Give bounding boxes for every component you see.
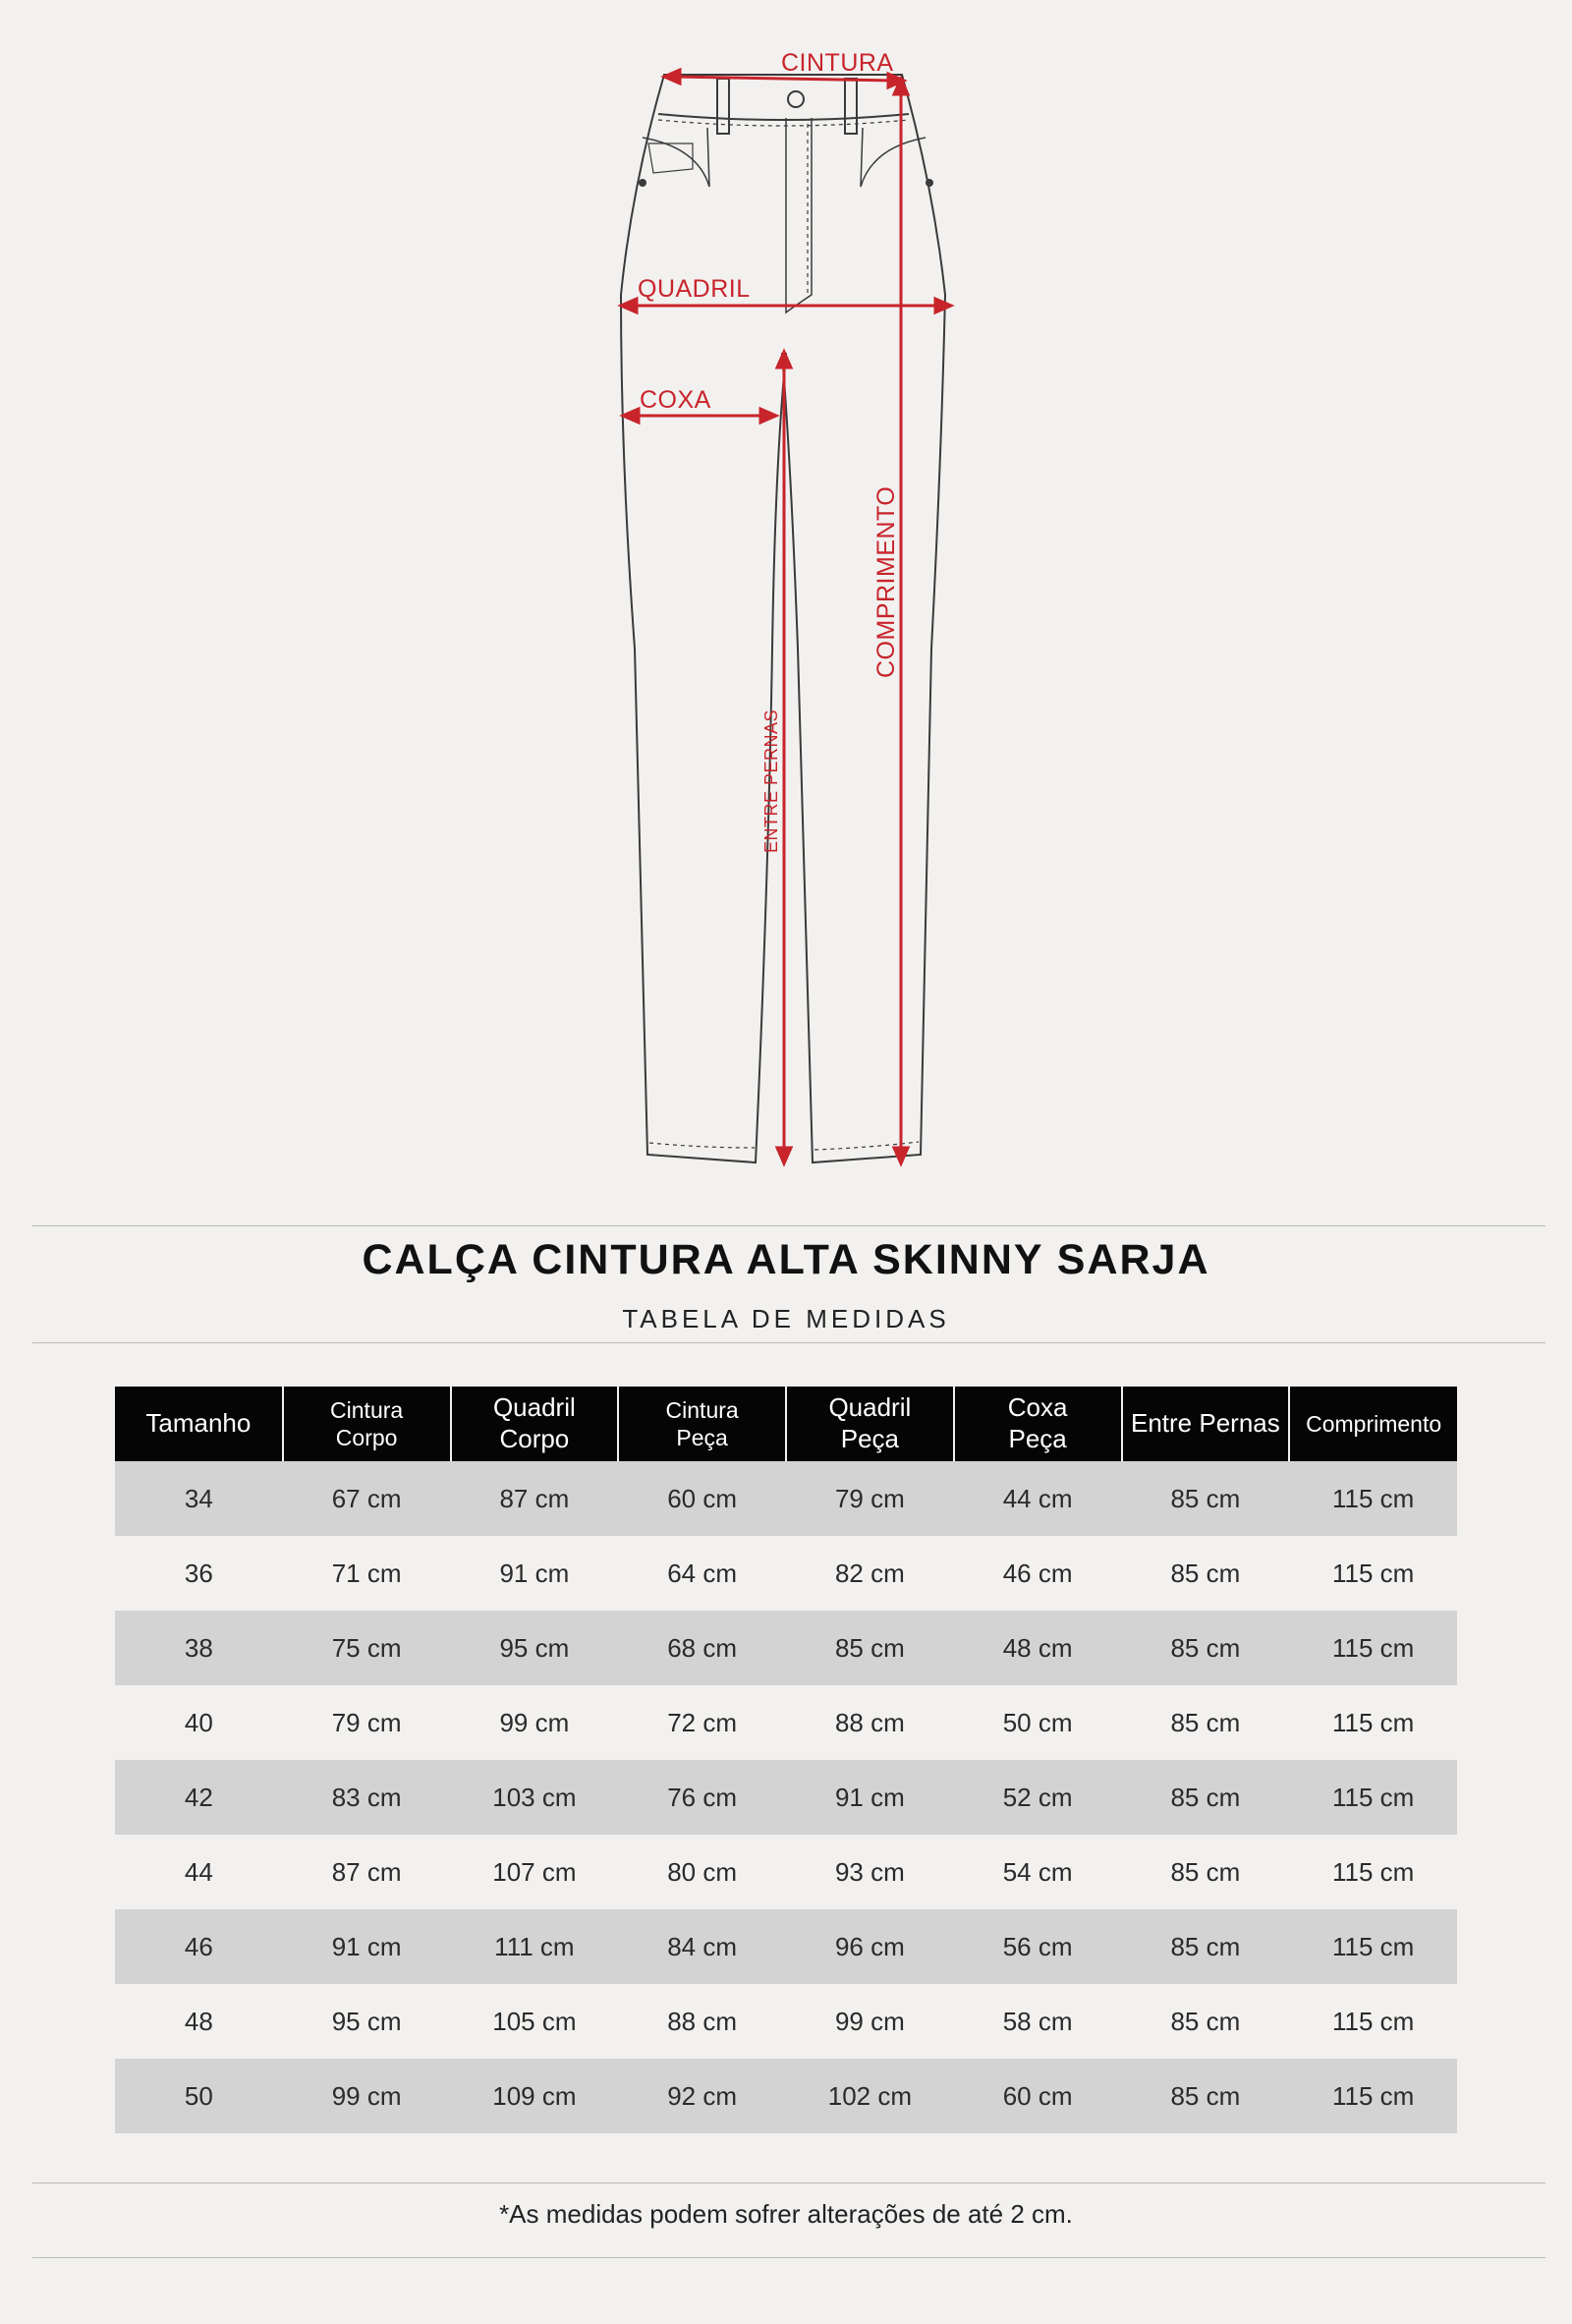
table-cell: 96 cm [786, 1909, 954, 1984]
table-cell: 80 cm [667, 1856, 738, 1887]
table-cell: 79 cm [331, 1707, 402, 1737]
table-cell: 85 cm [1122, 2059, 1290, 2133]
table-cell: 75 cm [283, 1611, 451, 1685]
table-cell: 99 cm [283, 2059, 451, 2133]
table-cell: 52 cm [954, 1760, 1122, 1835]
table-cell: 95 cm [331, 2006, 402, 2036]
table-row [115, 1536, 1457, 1611]
belt-loop-right [845, 79, 857, 134]
table-cell: 40 [184, 1707, 213, 1737]
page-title: CALÇA CINTURA ALTA SKINNY SARJA [362, 1236, 1210, 1283]
table-cell: 71 cm [331, 1558, 402, 1588]
table-cell: 103 cm [451, 1760, 619, 1835]
label-coxa: COXA [640, 386, 711, 414]
table-cell: 44 cm [954, 1461, 1122, 1536]
table-cell: 88 cm [834, 1707, 905, 1737]
table-cell: 115 cm [1331, 2006, 1415, 2036]
label-quadril: QUADRIL [638, 275, 751, 303]
table-cell: 88 cm [667, 2006, 738, 2036]
label-entre-pernas: ENTRE PERNAS [761, 709, 781, 853]
divider-note-bottom [32, 2257, 1545, 2258]
table-row [115, 1909, 1457, 1984]
table-cell: 67 cm [283, 1461, 451, 1536]
col-header-cintura-peca: Cintura Peça [618, 1387, 786, 1461]
divider-top [32, 1225, 1545, 1226]
table-cell: 36 [184, 1558, 213, 1588]
table-cell: 99 cm [499, 1707, 570, 1737]
table-body [115, 1461, 1457, 2133]
disclaimer-note: *As medidas podem sofrer alterações de até 2 cm. [499, 2199, 1073, 2229]
col-header-cintura-corpo: Cintura Corpo [283, 1387, 451, 1461]
pocket-left [643, 128, 709, 187]
table-cell: 64 cm [667, 1558, 738, 1588]
table-cell: 85 cm [1122, 1760, 1290, 1835]
table-cell: 115 cm [1331, 1856, 1415, 1887]
col-header-quadril-peca: Quadril Peça [786, 1387, 954, 1461]
divider-note-top [32, 2182, 1545, 2183]
label-cintura: CINTURA [781, 49, 894, 77]
table-cell: 79 cm [786, 1461, 954, 1536]
table-cell: 85 cm [1170, 2006, 1241, 2036]
table-cell: 44 [184, 1856, 213, 1887]
table-cell: 82 cm [834, 1558, 905, 1588]
table-cell: 91 cm [283, 1909, 451, 1984]
waistband-line [658, 114, 909, 120]
table-row [115, 1611, 1457, 1685]
size-table [115, 1387, 1457, 2133]
table-header-row [115, 1387, 1457, 1461]
label-comprimento: COMPRIMENTO [872, 485, 900, 678]
table-cell: 50 [115, 2059, 283, 2133]
belt-loop-left [717, 79, 729, 134]
table-row [115, 1685, 1457, 1760]
table-cell: 85 cm [1170, 1856, 1241, 1887]
table-cell: 72 cm [667, 1707, 738, 1737]
table-row [115, 1760, 1457, 1835]
table-cell: 91 cm [786, 1760, 954, 1835]
divider-subtitle [32, 1342, 1545, 1343]
page-subtitle: TABELA DE MEDIDAS [622, 1304, 950, 1333]
table-cell: 60 cm [618, 1461, 786, 1536]
table-cell: 46 [115, 1909, 283, 1984]
table-cell: 42 [115, 1760, 283, 1835]
table-row [115, 2059, 1457, 2133]
table-cell: 48 [184, 2006, 213, 2036]
button-icon [788, 91, 804, 107]
pocket-right [861, 128, 926, 187]
cintura-arrow [674, 77, 894, 81]
table-row [115, 1984, 1457, 2059]
table-cell: 60 cm [954, 2059, 1122, 2133]
table-cell: 46 cm [1002, 1558, 1073, 1588]
table-cell: 91 cm [499, 1558, 570, 1588]
table-cell: 115 cm [1331, 1558, 1415, 1588]
table-cell: 115 cm [1289, 1461, 1457, 1536]
table-cell: 115 cm [1289, 1909, 1457, 1984]
table-cell: 92 cm [618, 2059, 786, 2133]
table-cell: 54 cm [1002, 1856, 1073, 1887]
table-cell: 83 cm [283, 1760, 451, 1835]
col-header-entre-pernas: Entre Pernas [1122, 1387, 1290, 1461]
table-cell: 115 cm [1289, 1611, 1457, 1685]
table-cell: 115 cm [1331, 1707, 1415, 1737]
table-cell: 34 [115, 1461, 283, 1536]
table-cell: 76 cm [618, 1760, 786, 1835]
table-cell: 85 cm [1122, 1461, 1290, 1536]
table-cell: 85 cm [1170, 1707, 1241, 1737]
table-cell: 38 [115, 1611, 283, 1685]
table-cell: 87 cm [331, 1856, 402, 1887]
table-cell: 56 cm [954, 1909, 1122, 1984]
table-cell: 68 cm [618, 1611, 786, 1685]
table-cell: 93 cm [834, 1856, 905, 1887]
table-cell: 85 cm [1122, 1611, 1290, 1685]
table-cell: 99 cm [834, 2006, 905, 2036]
col-header-quadril-corpo: Quadril Corpo [451, 1387, 619, 1461]
table-cell: 85 cm [1170, 1558, 1241, 1588]
table-cell: 105 cm [492, 2006, 577, 2036]
table-cell: 48 cm [954, 1611, 1122, 1685]
table-cell: 85 cm [1122, 1909, 1290, 1984]
table-cell: 115 cm [1289, 1760, 1457, 1835]
table-cell: 115 cm [1289, 2059, 1457, 2133]
col-header-comprimento: Comprimento [1289, 1387, 1457, 1461]
col-header-coxa-peca: Coxa Peça [954, 1387, 1122, 1461]
table-cell: 50 cm [1002, 1707, 1073, 1737]
table-cell: 95 cm [451, 1611, 619, 1685]
table-cell: 87 cm [451, 1461, 619, 1536]
table-row [115, 1461, 1457, 1536]
col-header-tamanho: Tamanho [115, 1387, 283, 1461]
table-cell: 109 cm [451, 2059, 619, 2133]
table-cell: 102 cm [786, 2059, 954, 2133]
table-cell: 58 cm [1002, 2006, 1073, 2036]
table-cell: 111 cm [451, 1909, 619, 1984]
table-cell: 107 cm [492, 1856, 577, 1887]
table-row [115, 1835, 1457, 1909]
table-cell: 85 cm [786, 1611, 954, 1685]
table-cell: 84 cm [618, 1909, 786, 1984]
